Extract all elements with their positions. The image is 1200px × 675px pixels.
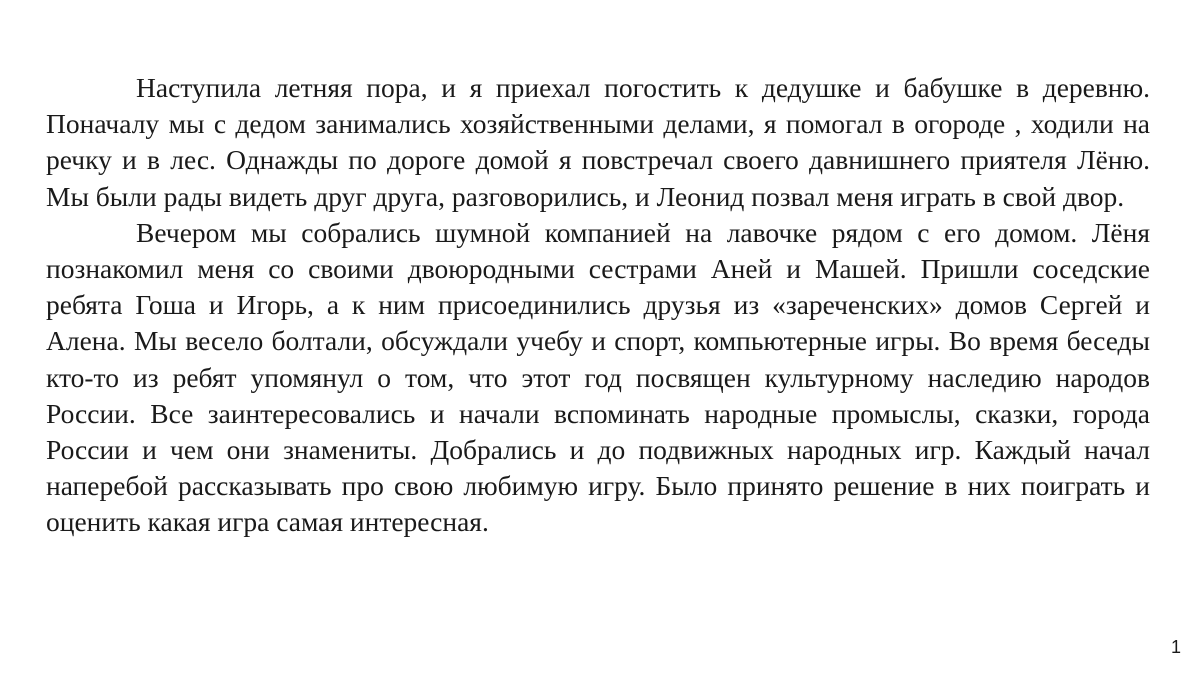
paragraph-1: Наступила летняя пора, и я приехал погостить к дедушке и бабушке в деревню. Поначалу мы с дедом занимались хозяйственными делами, я помогал в огороде , ходили на речку и в лес. Однажды по дороге домой я повстречал своего давнишнего приятеля Лёню. Мы были рады видеть друг друга, разговорились, и Леонид позвал меня играть в свой двор. [46,72,1150,212]
text-body [46,70,1150,541]
paragraph-2: Вечером мы собрались шумной компанией на лавочке рядом с его домом. Лёня познакомил меня со своими двоюродными сестрами Аней и Машей. Пришли соседские ребята Гоша и Игорь, а к ним присоединились друзья из «зареченских» домов Сергей и Алена. Мы весело болтали, обсуждали учебу и спорт, компьютерные игры. Во время беседы кто-то из ребят упомянул о том, что этот год посвящен культурному наследию народов России. Все заинтересовались и начали вспоминать народные промыслы, сказки, города России и чем они знамениты. Добрались и до подвижных народных игр. Каждый начал наперебой рассказывать про свою любимую игру. Было принято решение в них поиграть и оценить какая игра самая интересная. [46,216,1150,538]
page-number: 1 [1170,637,1181,657]
